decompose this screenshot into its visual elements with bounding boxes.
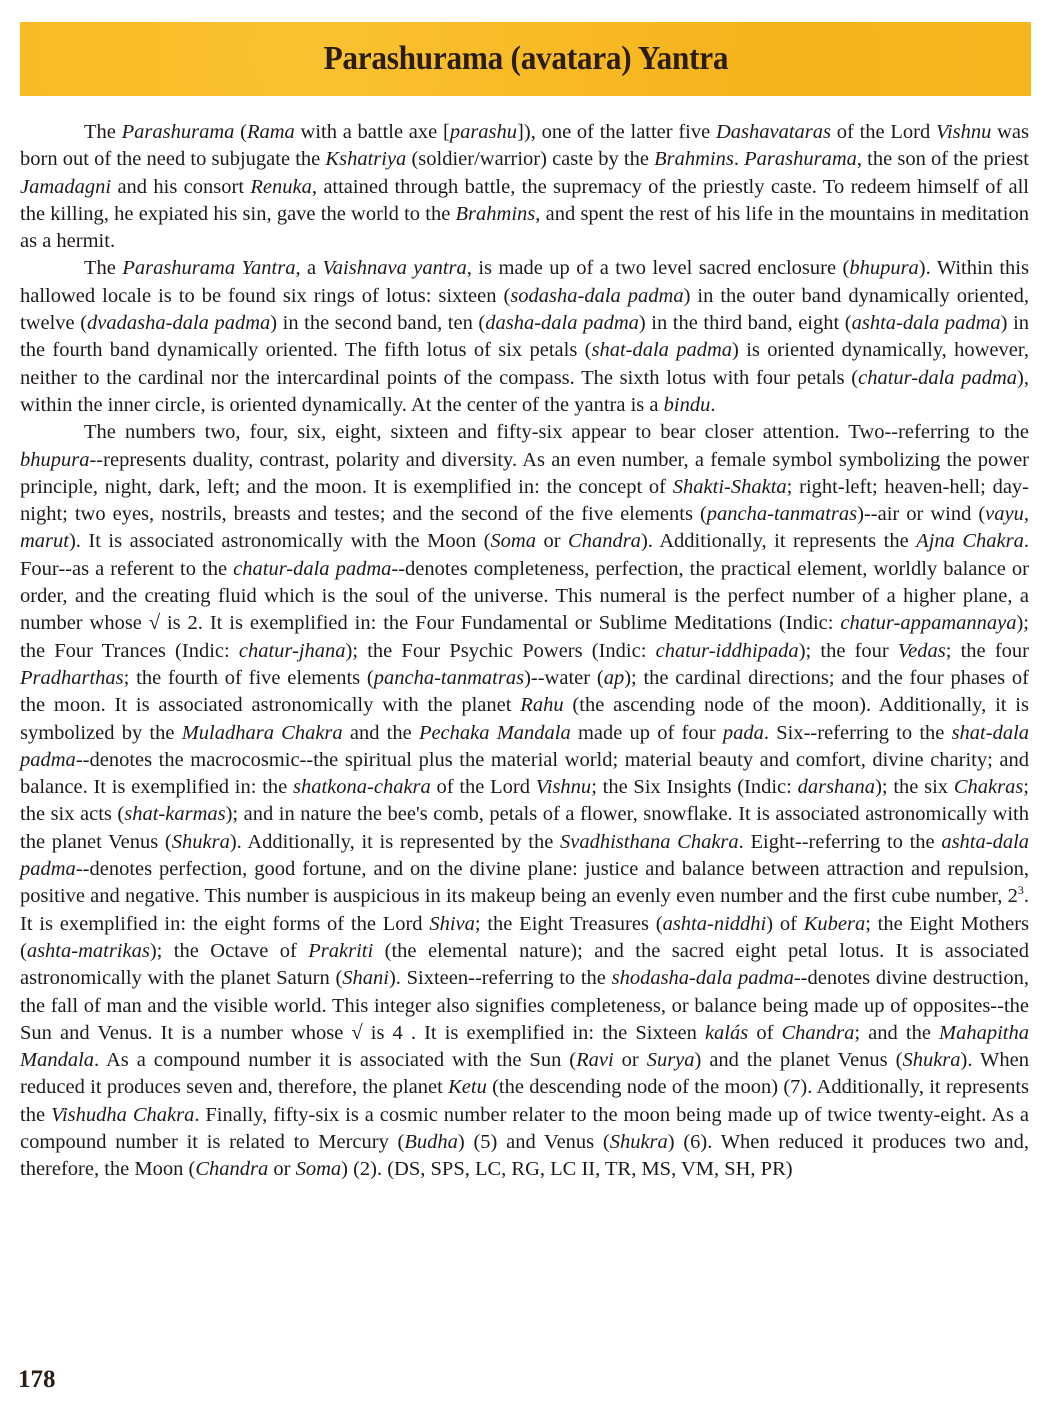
italic-term: chatur-appamannaya <box>840 612 1017 635</box>
italic-term: Shakti-Shakta <box>672 475 787 498</box>
text-run: ). It is associated astronomically with the Moon ( <box>68 530 491 553</box>
paragraph-yantra-description <box>20 255 1029 419</box>
text-run: and his consort <box>111 175 251 198</box>
italic-term: Parashurama <box>121 121 235 143</box>
italic-term: Ajna Chakra <box>916 530 1024 553</box>
italic-term: dvadasha-dala padma <box>87 312 271 335</box>
text-run: The numbers two, four, six, eight, sixteen and fifty-six appear to bear closer attention. Two--referring to the <box>84 421 1029 444</box>
italic-term: sodasha-dala padma <box>510 284 684 307</box>
text-run: ; the Eight Treasures ( <box>474 912 663 935</box>
italic-term: shodasha-dala padma <box>611 967 794 990</box>
italic-term: dasha-dala padma <box>485 312 639 335</box>
text-run: --denotes divine destruction, the fall of man and the visible world. This integer also signifies completeness, or balance being made up of opposites--the Sun and Venus. It is a number whose √ is 4 . It is exemplified in: the Sixteen <box>20 967 1029 1044</box>
italic-term: Vedas <box>897 639 946 662</box>
text-run: . <box>710 393 716 416</box>
italic-term: Vaishnava yantra <box>322 257 467 280</box>
text-run: . <box>733 148 745 171</box>
italic-term: Shukra <box>609 1130 668 1153</box>
italic-term: Pradharthas <box>20 666 124 689</box>
italic-term: shat-dala padma <box>20 721 1030 771</box>
italic-term: pancha-tanmatras <box>706 503 858 526</box>
text-run: ); the Four Psychic Powers (Indic: <box>345 639 656 662</box>
text-run: . Four--as a referent to the <box>20 530 1030 580</box>
italic-term: vayu, marut <box>20 503 1029 553</box>
italic-term: Vishudha Chakra <box>50 1103 195 1126</box>
text-run: , is made up of a two level sacred enclosure ( <box>466 257 850 280</box>
text-run: --denotes the macrocosmic--the spiritual plus the material world; material beauty and comfort, divine charity; and balance. It is exemplified in: the <box>20 748 1029 799</box>
italic-term: Kshatriya <box>325 148 407 171</box>
italic-term: Chandra <box>568 530 641 553</box>
text-run: The <box>84 257 123 280</box>
italic-term: Svadhisthana Chakra <box>560 830 739 853</box>
title-banner <box>20 22 1031 96</box>
italic-term: ap <box>603 666 625 689</box>
italic-term: shatkona-chakra <box>293 776 431 799</box>
page-title: Parashurama (avatara) Yantra <box>323 40 728 77</box>
text-run: ), within the inner circle, is oriented dynamically. At the center of the yantra is a <box>20 366 1029 416</box>
text-run: , attained through battle, the supremacy of the priestly caste. To redeem himself of all the killing, he expiated his sin, gave the world to the <box>20 175 1029 225</box>
italic-term: Rahu <box>520 694 564 717</box>
text-run: . Six--referring to the <box>763 721 952 744</box>
text-run: of the Lord <box>430 776 536 799</box>
text-run: ) of <box>766 912 804 935</box>
text-run: ). Sixteen--referring to the <box>388 967 612 990</box>
text-run: )--water ( <box>524 666 604 689</box>
italic-term: bhupura <box>20 448 90 471</box>
paragraph-numbers <box>20 419 1029 1183</box>
text-run: ) in the second band, ten ( <box>270 312 486 335</box>
italic-term: ashta-matrikas <box>26 939 150 962</box>
italic-term: Shukra <box>171 830 230 853</box>
text-run: ; the six acts ( <box>20 776 1029 826</box>
italic-term: Parashurama Yantra <box>122 257 296 280</box>
text-run: ; the Eight Mothers ( <box>20 912 1029 962</box>
italic-term: Rama <box>246 121 295 143</box>
text-run: , and spent the rest of his life in the mountains in meditation as a hermit. <box>20 202 1029 253</box>
page-number: 178 <box>18 1366 56 1393</box>
text-run: . It is exemplified in: the eight forms of the Lord <box>20 885 1029 935</box>
italic-term: Kubera <box>803 912 866 935</box>
italic-term: chatur-dala padma <box>233 557 392 580</box>
text-run: of the Lord <box>831 121 936 143</box>
italic-term: Muladhara Chakra <box>181 721 343 744</box>
text-run: ; the four <box>945 639 1029 662</box>
italic-term: Soma <box>295 1158 342 1181</box>
italic-term: chatur-iddhipada <box>655 639 799 662</box>
text-run: ( <box>234 121 247 143</box>
italic-term: Surya <box>646 1049 695 1072</box>
italic-term: chatur-jhana <box>238 639 346 662</box>
italic-term: Ravi <box>576 1049 614 1072</box>
text-run: ; right-left; heaven-hell; day-night; two eyes, nostrils, breasts and testes; and the second of the five elements ( <box>20 475 1029 526</box>
text-run: The <box>84 121 122 143</box>
italic-term: Prakriti <box>308 939 374 962</box>
italic-term: Brahmins <box>455 202 536 225</box>
text-run: . As a compound number it is associated with the Sun ( <box>94 1049 577 1072</box>
text-run: ); and in nature the bee's comb, petals of a flower, snowflake. It is associated astronomically with the planet Venus ( <box>20 803 1029 853</box>
italic-term: Chandra <box>781 1021 855 1044</box>
paragraph-intro <box>20 119 1029 255</box>
italic-term: Shiva <box>429 912 475 935</box>
italic-term: Chakras <box>953 776 1024 799</box>
italic-term: bindu <box>663 393 711 416</box>
italic-term: Shukra <box>902 1049 961 1072</box>
text-run: ) in the outer band dynamically oriented, twelve ( <box>20 284 1029 335</box>
italic-term: Ketu <box>448 1076 487 1099</box>
italic-term: pancha-tanmatras <box>373 666 525 689</box>
italic-term: Soma <box>490 530 536 553</box>
italic-term: parashu <box>449 121 518 143</box>
text-run: ) (2). (DS, SPS, LC, RG, LC II, TR, MS, VM, SH, PR) <box>341 1158 793 1181</box>
text-run: ). When reduced it produces seven and, therefore, the planet <box>20 1049 1030 1099</box>
italic-term: Budha <box>404 1130 458 1153</box>
text-run: --denotes perfection, good fortune, and on the divine plane: justice and balance between attraction and repulsion, positive and negative. This number is auspicious in its makeup being an evenly even number and the first cube number, 2 <box>20 858 1029 908</box>
superscript: 3 <box>1017 883 1024 898</box>
text-run: ); the Octave of <box>149 939 309 962</box>
text-run: (the ascending node of the moon). Additionally, it is symbolized by the <box>20 694 1029 744</box>
text-run: ). Additionally, it represents the <box>640 530 917 553</box>
body-text <box>20 119 1029 1184</box>
italic-term: Mahapitha Mandala <box>20 1021 1029 1072</box>
text-run: ; the fourth of five elements ( <box>123 666 374 689</box>
italic-term: Shani <box>342 967 389 990</box>
italic-term: shat-dala padma <box>591 339 733 362</box>
italic-term: Chandra <box>195 1158 269 1181</box>
text-run: ). Additionally, it is represented by the <box>229 830 560 853</box>
text-run: , the son of the priest <box>856 148 1029 171</box>
text-run: ) in the fourth band dynamically oriented. The fifth lotus of six petals ( <box>20 312 1030 362</box>
italic-term: Jamadagni <box>20 175 112 198</box>
text-run: (the elemental nature); and the sacred eight petal lotus. It is associated astronomically with the planet Saturn ( <box>20 939 1029 990</box>
text-run: ; the Six Insights (Indic: <box>591 776 798 799</box>
text-run: --represents duality, contrast, polarity and diversity. As an even number, a female symbol symbolizing the power principle, night, dark, left; and the moon. It is exemplified in: the concept of <box>20 448 1029 498</box>
italic-term: Dashavataras <box>715 121 832 143</box>
text-run: ); the Four Trances (Indic: <box>20 612 1029 662</box>
text-run: ); the four <box>798 639 898 662</box>
text-run: with a battle axe [ <box>294 121 450 143</box>
text-run: ; and the <box>854 1021 940 1044</box>
text-run: ) and the planet Venus ( <box>694 1049 903 1072</box>
italic-term: shat-karmas <box>124 803 226 826</box>
text-run: ) in the third band, eight ( <box>638 312 852 335</box>
text-run: . Eight--referring to the <box>738 830 942 853</box>
text-run: or <box>535 530 569 553</box>
italic-term: pada <box>722 721 764 744</box>
text-run: made up of four <box>570 721 723 744</box>
text-run: ); the cardinal directions; and the four phases of the moon. It is associated astronomically with the planet <box>20 666 1029 717</box>
text-run: or <box>613 1049 647 1072</box>
text-run: ). Within this hallowed locale is to be found six rings of lotus: sixteen ( <box>20 257 1029 307</box>
text-run: (soldier/warrior) caste by the <box>406 148 655 171</box>
text-run: , a <box>295 257 323 280</box>
text-run: ) (6). When reduced it produces two and, therefore, the Moon ( <box>20 1130 1029 1181</box>
text-run: of <box>748 1021 782 1044</box>
italic-term: Renuka <box>250 175 312 198</box>
italic-term: darshana <box>797 776 876 799</box>
italic-term: Pechaka Mandala <box>418 721 571 744</box>
text-run: and the <box>342 721 419 744</box>
italic-term: kalás <box>704 1021 749 1044</box>
italic-term: ashta-dala padma <box>20 830 1030 881</box>
text-run: ); the six <box>875 776 954 799</box>
text-run: ) is oriented dynamically, however, neither to the cardinal nor the intercardinal points of the compass. The sixth lotus with four petals ( <box>20 339 1030 389</box>
text-run: was born out of the need to subjugate the <box>20 121 1029 171</box>
text-run: or <box>268 1158 296 1181</box>
text-run: . Finally, fifty-six is a cosmic number relater to the moon being made up of twice twenty-eight. As a compound number it is related to Mercury ( <box>20 1103 1029 1153</box>
text-run: (the descending node of the moon) (7). Additionally, it represents the <box>20 1076 1029 1126</box>
italic-term: ashta-dala padma <box>851 312 1001 335</box>
text-run: --denotes completeness, perfection, the practical element, worldly balance or order, and the creating fluid which is the soul of the universe. This numeral is the perfect number of a higher plane, a number whose √ is 2. It is exemplified in: the Four Fundamental or Sublime Meditations (Indic: <box>20 557 1029 635</box>
text-run: )--air or wind ( <box>857 503 986 526</box>
italic-term: Vishnu <box>935 121 992 143</box>
italic-term: Vishnu <box>535 776 592 799</box>
italic-term: bhupura <box>849 257 919 280</box>
italic-term: chatur-dala padma <box>858 366 1018 389</box>
italic-term: Brahmins <box>654 148 734 171</box>
text-run: ]), one of the latter five <box>517 121 716 143</box>
italic-term: Parashurama <box>744 148 857 171</box>
italic-term: ashta-niddhi <box>662 912 767 935</box>
text-run: ) (5) and Venus ( <box>457 1130 610 1153</box>
